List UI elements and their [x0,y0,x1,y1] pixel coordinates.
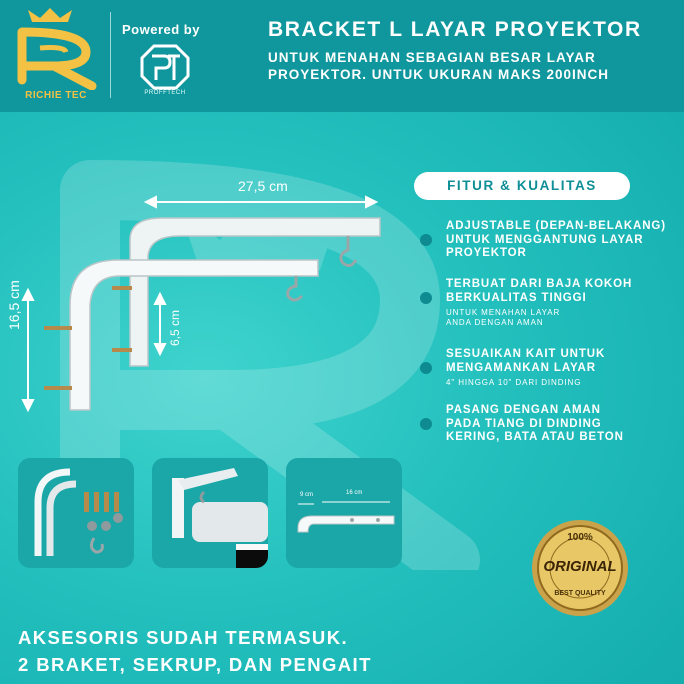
feature-line: TERBUAT DARI BAJA KOKOH [446,278,633,290]
feature-subline: ANDA DENGAN AMAN [446,318,544,327]
subtitle-line: UNTUK MENAHAN SEBAGIAN BESAR LAYAR [268,50,596,65]
feature-text [446,278,684,305]
partner-name: PROFFTECH [144,90,186,96]
footer-line: AKSESORIS SUDAH TERMASUK. [18,627,348,648]
proftech-logo [140,44,190,90]
bullet-dot-icon [420,234,432,246]
feature-line: SESUAIKAN KAIT UNTUK [446,348,606,360]
bracket-product-image [0,170,410,430]
badge-main-text: ORIGINAL [543,558,617,575]
dimension-length: 27,5 cm [238,178,288,194]
feature-text [446,220,684,261]
feature-text [446,348,684,375]
feature-subtext [446,378,684,388]
feature-line: ADJUSTABLE (DEPAN-BELAKANG) [446,220,667,232]
bullet-dot-icon [420,292,432,304]
feature-line: MENGAMANKAN LAYAR [446,361,596,374]
feature-subline: UNTUK MENAHAN LAYAR [446,308,561,317]
feature-subtext [446,308,684,328]
original-quality-badge [530,518,630,618]
footer-caption [18,624,372,678]
thumb-dimension-a: 9 cm [300,492,314,498]
page-title: BRACKET L LAYAR PROYEKTOR [268,18,642,41]
footer-line: 2 BRAKET, SEKRUP, DAN PENGAIT [18,654,372,675]
dimension-height-small: 6,5 cm [168,309,182,346]
badge-bottom-text: BEST QUALITY [554,590,606,597]
feature-text [446,404,684,445]
thumbnail-dimensions [286,458,402,568]
feature-line: UNTUK MENGGANTUNG LAYAR [446,233,644,246]
bullet-dot-icon [420,362,432,374]
feature-line: PADA TIANG DI DINDING [446,417,602,430]
feature-line: KERING, BATA ATAU BETON [446,431,624,443]
feature-subline: 4" HINGGA 10" DARI DINDING [446,378,582,387]
thumb-dimension-b: 16 cm [346,490,363,496]
dimension-height-large: 16,5 cm [6,280,22,330]
richie-tec-logo [10,8,102,104]
features-heading: FITUR & KUALITAS [414,172,630,200]
page-subtitle [268,49,678,83]
powered-by-label: Powered by [122,22,200,37]
thumbnail-accessories [18,458,134,568]
feature-line: PROYEKTOR [446,247,527,259]
thumbnail-mounted-screen [152,458,268,568]
badge-top-text: 100% [567,532,593,543]
divider [110,12,111,98]
brand-name: RICHIE TEC [25,90,87,101]
feature-line: BERKUALITAS TINGGI [446,291,587,304]
bullet-dot-icon [420,418,432,430]
header-bar [0,0,684,112]
feature-line: PASANG DENGAN AMAN [446,404,601,416]
subtitle-line: PROYEKTOR. UNTUK UKURAN MAKS 200INCH [268,67,610,82]
